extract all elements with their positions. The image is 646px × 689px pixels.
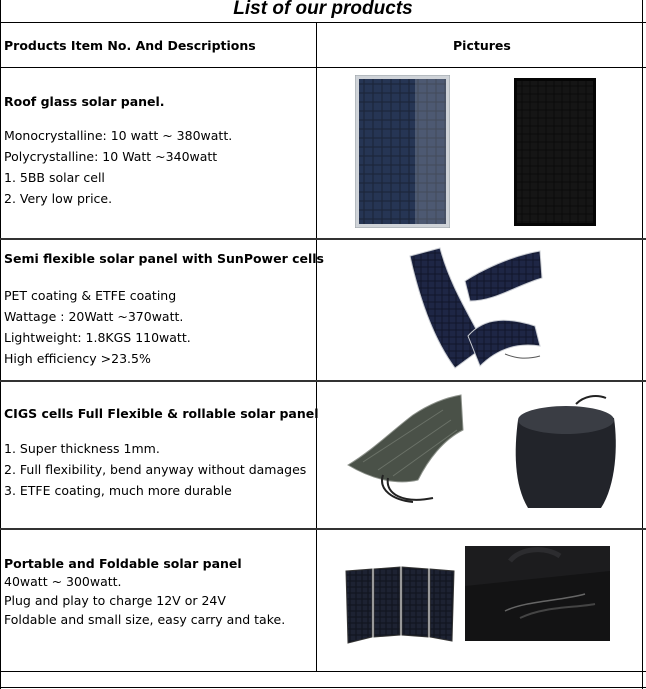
product-row-semi-flexible <box>4 251 324 369</box>
product-name: Semi flexible solar panel with SunPower cells <box>4 251 325 266</box>
page-title: List of our products <box>233 0 413 19</box>
table-border-left <box>0 0 1 689</box>
mono-glass-panel-image <box>355 75 450 228</box>
product-spec: 2. Full flexibility, bend anyway without damages <box>4 462 307 477</box>
cigs-rollable-image <box>506 390 621 515</box>
product-spec: 3. ETFE coating, much more durable <box>4 483 232 498</box>
row-divider <box>0 671 646 672</box>
product-spec: Lightweight: 1.8KGS 110watt. <box>4 330 191 345</box>
title-bar <box>0 0 646 23</box>
product-spec: 1. 5BB solar cell <box>4 170 105 185</box>
product-row-portable <box>4 556 285 629</box>
product-name: Portable and Foldable solar panel <box>4 556 242 571</box>
row-divider <box>0 238 646 240</box>
product-spec: Polycrystalline: 10 Watt ~340watt <box>4 149 218 164</box>
header-descriptions: Products Item No. And Descriptions <box>4 38 256 53</box>
product-spec: 2. Very low price. <box>4 191 113 206</box>
product-spec: High efficiency >23.5% <box>4 351 151 366</box>
cigs-flexible-sheet-image <box>343 390 465 512</box>
product-spec: Wattage : 20Watt ~370watt. <box>4 309 184 324</box>
product-row-cigs <box>4 406 319 501</box>
row-divider <box>0 380 646 382</box>
product-spec: 40watt ~ 300watt. <box>4 574 122 589</box>
foldable-panel-image <box>344 563 456 645</box>
product-spec: Foldable and small size, easy carry and take. <box>4 612 286 627</box>
product-spec: PET coating & ETFE coating <box>4 288 177 303</box>
product-row-roof-glass <box>4 94 232 209</box>
foldable-bag-image <box>465 546 610 641</box>
black-glass-panel-image <box>514 78 596 226</box>
table-border-right <box>642 0 643 689</box>
product-spec: Monocrystalline: 10 watt ~ 380watt. <box>4 128 233 143</box>
row-divider <box>0 67 646 68</box>
row-divider <box>0 528 646 530</box>
product-spec: Plug and play to charge 12V or 24V <box>4 593 226 608</box>
semi-flexible-panels-image <box>400 246 550 374</box>
product-name: Roof glass solar panel. <box>4 94 165 109</box>
header-pictures: Pictures <box>453 38 511 53</box>
product-spec: 1. Super thickness 1mm. <box>4 441 160 456</box>
product-name: CIGS cells Full Flexible & rollable solar panel <box>4 406 319 421</box>
table-border-bottom <box>0 687 646 688</box>
